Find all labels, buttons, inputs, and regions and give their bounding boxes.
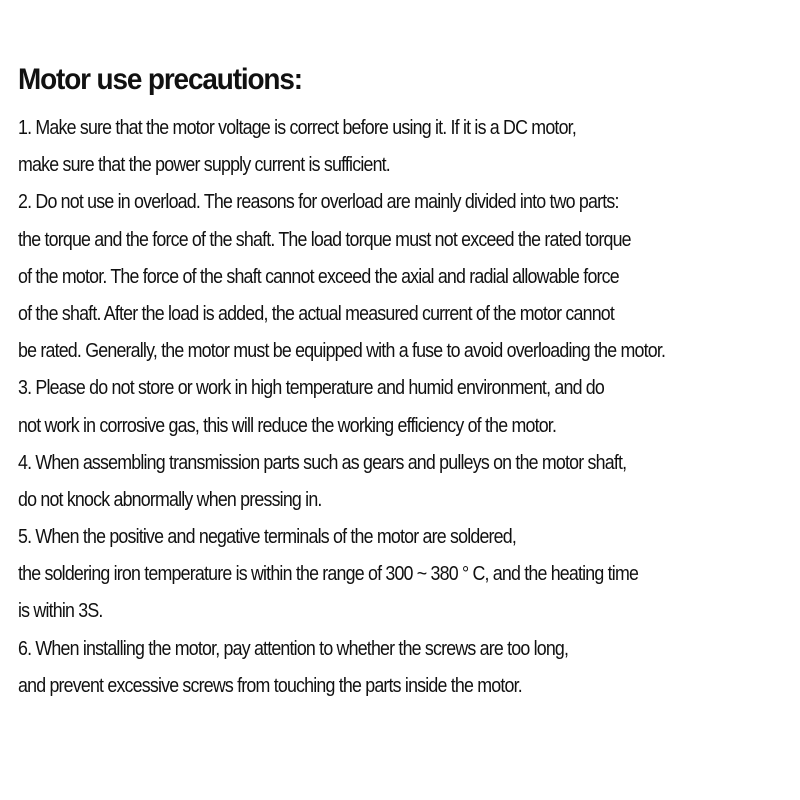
text-line: the torque and the force of the shaft. The load torque must not exceed the rated torque <box>18 228 631 251</box>
text-line: and prevent excessive screws from touching the parts inside the motor. <box>18 674 522 697</box>
text-line: of the motor. The force of the shaft cannot exceed the axial and radial allowable force <box>18 265 619 288</box>
document-title: Motor use precautions: <box>18 63 302 96</box>
text-line: 4. When assembling transmission parts such as gears and pulleys on the motor shaft, <box>18 451 627 474</box>
text-line: 6. When installing the motor, pay attention to whether the screws are too long, <box>18 637 569 660</box>
text-line: do not knock abnormally when pressing in. <box>18 488 322 511</box>
text-line: not work in corrosive gas, this will reduce the working efficiency of the motor. <box>18 414 557 437</box>
document <box>18 58 798 705</box>
text-line: be rated. Generally, the motor must be equipped with a fuse to avoid overloading the motor. <box>18 340 666 363</box>
text-line: 1. Make sure that the motor voltage is correct before using it. If it is a DC motor, <box>18 117 576 139</box>
precautions-list <box>18 110 798 705</box>
text-line: 5. When the positive and negative terminals of the motor are soldered, <box>18 526 517 549</box>
text-line: 3. Please do not store or work in high temperature and humid environment, and do <box>18 377 605 400</box>
text-line: the soldering iron temperature is within the range of 300 ~ 380 ° C, and the heating time <box>18 563 639 586</box>
text-line: is within 3S. <box>18 600 103 623</box>
text-line: make sure that the power supply current is sufficient. <box>18 154 390 177</box>
text-line: of the shaft. After the load is added, the actual measured current of the motor cannot <box>18 302 615 325</box>
text-line: 2. Do not use in overload. The reasons for overload are mainly divided into two parts: <box>18 191 619 214</box>
